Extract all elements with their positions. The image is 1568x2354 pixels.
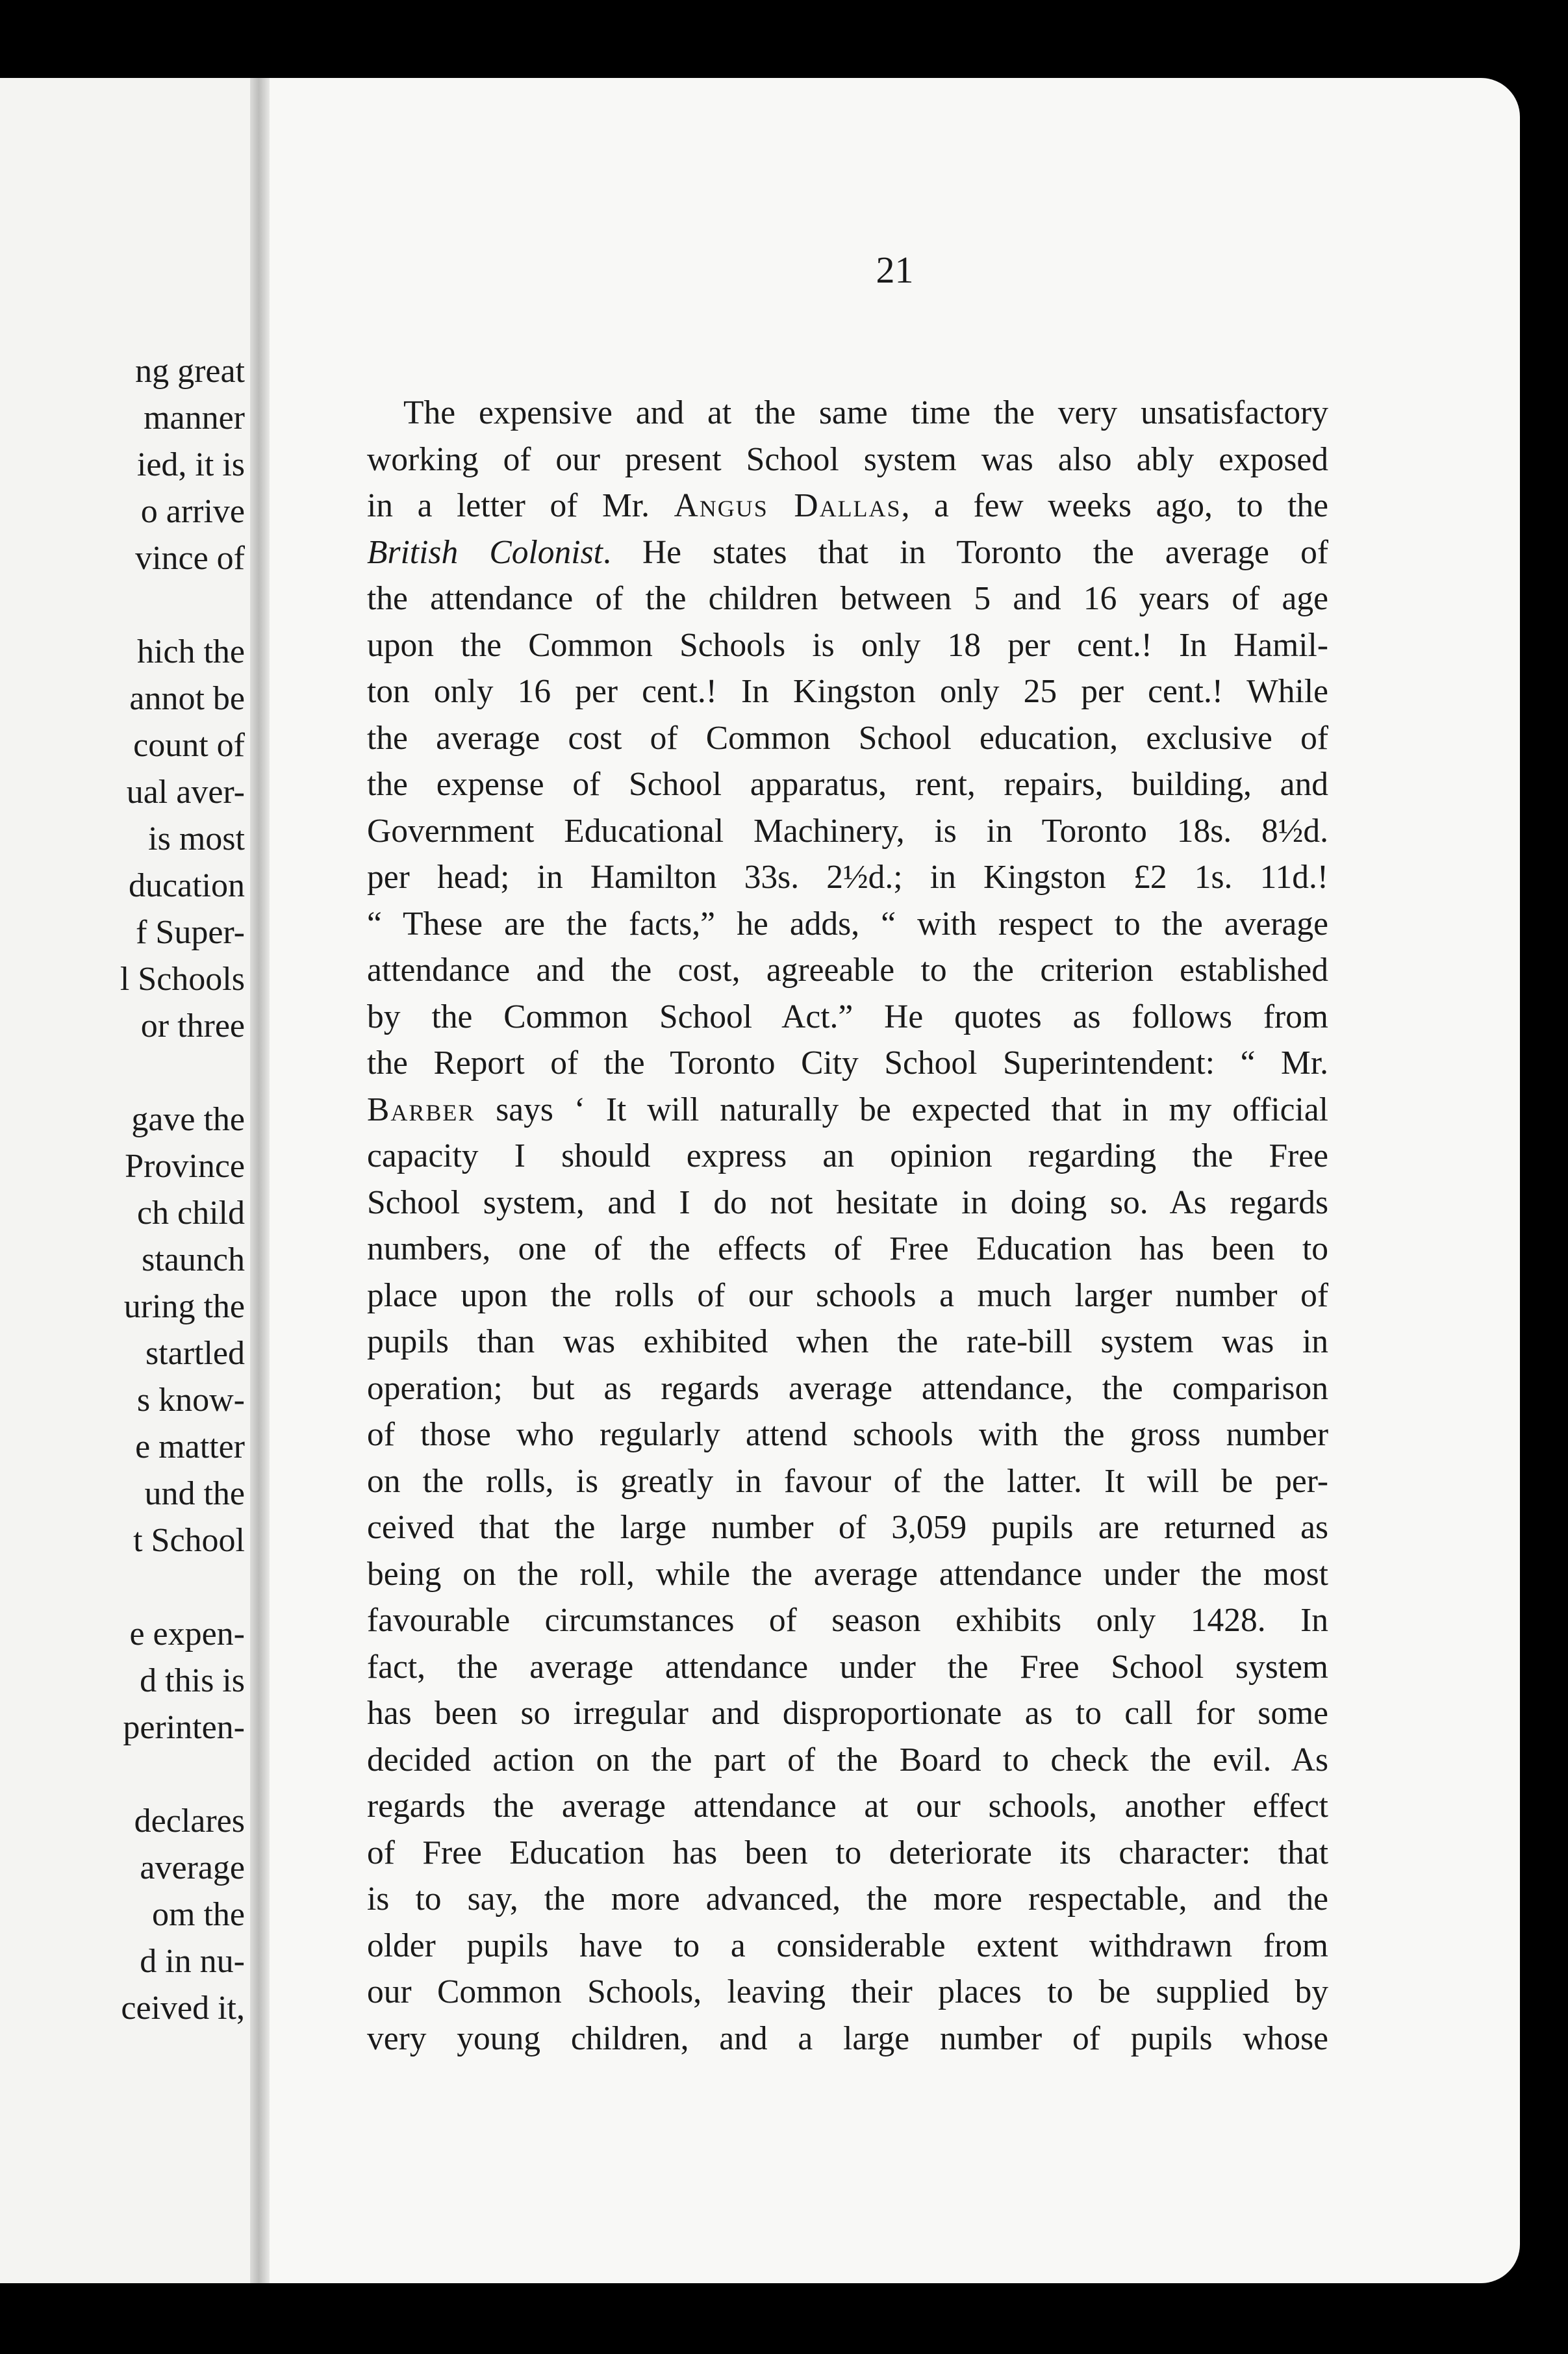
left-page-fragment: manner <box>144 399 245 437</box>
text-line: the Report of the Toronto City School Superintendent: “ Mr. <box>367 1044 1328 1082</box>
left-page-fragment: count of <box>133 727 245 764</box>
text-line: The expensive and at the same time the very unsatisfactory <box>403 394 1328 431</box>
text-line: the expense of School apparatus, rent, repairs, building, and <box>367 766 1328 803</box>
left-page-fragment: startled <box>145 1335 245 1372</box>
text-line: Government Educational Machinery, is in Toronto 18s. 8½d. <box>367 812 1328 850</box>
text-line: attendance and the cost, agreeable to the criterion established <box>367 952 1328 989</box>
text-line: being on the roll, while the average attendance under the most <box>367 1555 1328 1593</box>
left-page-fragment: staunch <box>142 1241 245 1278</box>
text-line: per head; in Hamilton 33s. 2½d.; in Kingston £2 1s. 11d.! <box>367 859 1328 896</box>
left-page <box>0 78 250 2283</box>
text-line: by the Common School Act.” He quotes as follows from <box>367 998 1328 1035</box>
text-line: on the rolls, is greatly in favour of the latter. It will be per- <box>367 1462 1328 1500</box>
left-page-fragment: declares <box>134 1803 245 1840</box>
text-line: working of our present School system was also ably exposed <box>367 440 1328 478</box>
text-line: place upon the rolls of our schools a much larger number of <box>367 1276 1328 1314</box>
text-line: Barber says ‘ It will naturally be expected that in my official <box>367 1091 1328 1128</box>
text-line: School system, and I do not hesitate in doing so. As regards <box>367 1183 1328 1221</box>
text-line: pupils than was exhibited when the rate-bill system was in <box>367 1323 1328 1360</box>
text-line: is to say, the more advanced, the more respectable, and the <box>367 1880 1328 1917</box>
left-page-fragment: l Schools <box>120 961 245 998</box>
left-page-fragment: ual aver- <box>126 774 245 811</box>
text-line: of those who regularly attend schools with the gross number <box>367 1416 1328 1453</box>
text-line: the attendance of the children between 5 and 16 years of age <box>367 580 1328 617</box>
text-line: numbers, one of the effects of Free Education has been to <box>367 1230 1328 1267</box>
left-page-fragment: average <box>140 1849 245 1886</box>
newspaper-title: British Colonist <box>367 533 603 571</box>
text-line: fact, the average attendance under the Free School system <box>367 1648 1328 1686</box>
left-page-fragment: Province <box>125 1148 245 1185</box>
text-line: operation; but as regards average attendance, the comparison <box>367 1369 1328 1407</box>
left-page-fragment: t School <box>133 1522 245 1559</box>
left-page-fragment: ng great <box>135 353 245 390</box>
left-page-fragment: vince of <box>135 540 245 577</box>
text-line: capacity I should express an opinion regarding the Free <box>367 1137 1328 1174</box>
left-page-fragment: e matter <box>135 1428 245 1465</box>
left-page-fragment: e expen- <box>129 1615 245 1652</box>
text-line: British Colonist. He states that in Toronto the average of <box>367 533 1328 571</box>
text-line: upon the Common Schools is only 18 per cent.! In Hamil- <box>367 626 1328 664</box>
text-line: ton only 16 per cent.! In Kingston only 25 per cent.! While <box>367 673 1328 710</box>
text-line: in a letter of Mr. Angus Dallas, a few weeks ago, to the <box>367 487 1328 524</box>
left-page-fragment: annot be <box>129 680 245 717</box>
left-page-fragment: o arrive <box>140 493 245 530</box>
left-page-fragment: or three <box>140 1007 245 1044</box>
text-line: has been so irregular and disproportionate as to call for some <box>367 1695 1328 1732</box>
left-page-fragment: ceived it, <box>121 1990 245 2027</box>
book-gutter <box>250 78 270 2283</box>
text-line: favourable circumstances of season exhibits only 1428. In <box>367 1602 1328 1639</box>
text-line: regards the average attendance at our schools, another effect <box>367 1788 1328 1825</box>
text-line: very young children, and a large number of pupils whose <box>367 2019 1328 2057</box>
superintendent-name: Barber <box>367 1091 475 1128</box>
left-page-fragment: is most <box>148 820 245 857</box>
left-page-fragment: perinten- <box>123 1709 245 1746</box>
left-page-fragment: ied, it is <box>136 446 245 483</box>
text-line: ceived that the large number of 3,059 pupils are returned as <box>367 1509 1328 1546</box>
text-line: the average cost of Common School education, exclusive of <box>367 719 1328 757</box>
left-page-fragment: d this is <box>140 1662 245 1699</box>
left-page-fragment: uring the <box>123 1288 245 1325</box>
left-page-fragment: om the <box>152 1896 245 1933</box>
left-page-fragment: ch child <box>136 1195 245 1232</box>
left-page-fragment: gave the <box>131 1101 245 1138</box>
left-page-fragment: d in nu- <box>140 1943 245 1980</box>
right-page <box>270 78 1520 2283</box>
left-page-fragment: hich the <box>136 633 245 670</box>
text-line: our Common Schools, leaving their places to be supplied by <box>367 1973 1328 2010</box>
left-page-fragment: ducation <box>128 867 245 904</box>
page-number: 21 <box>876 249 914 291</box>
left-page-fragment: s know- <box>136 1382 245 1419</box>
left-page-fragment: und the <box>144 1475 245 1512</box>
left-page-fragment: f Super- <box>136 914 245 951</box>
body-text <box>367 390 1328 2062</box>
text-line: of Free Education has been to deteriorate its character: that <box>367 1834 1328 1871</box>
author-name: Angus Dallas <box>674 487 902 524</box>
text-line: older pupils have to a considerable extent withdrawn from <box>367 1927 1328 1964</box>
text-line: decided action on the part of the Board to check the evil. As <box>367 1741 1328 1778</box>
text-line: “ These are the facts,” he adds, “ with respect to the average <box>367 905 1328 943</box>
